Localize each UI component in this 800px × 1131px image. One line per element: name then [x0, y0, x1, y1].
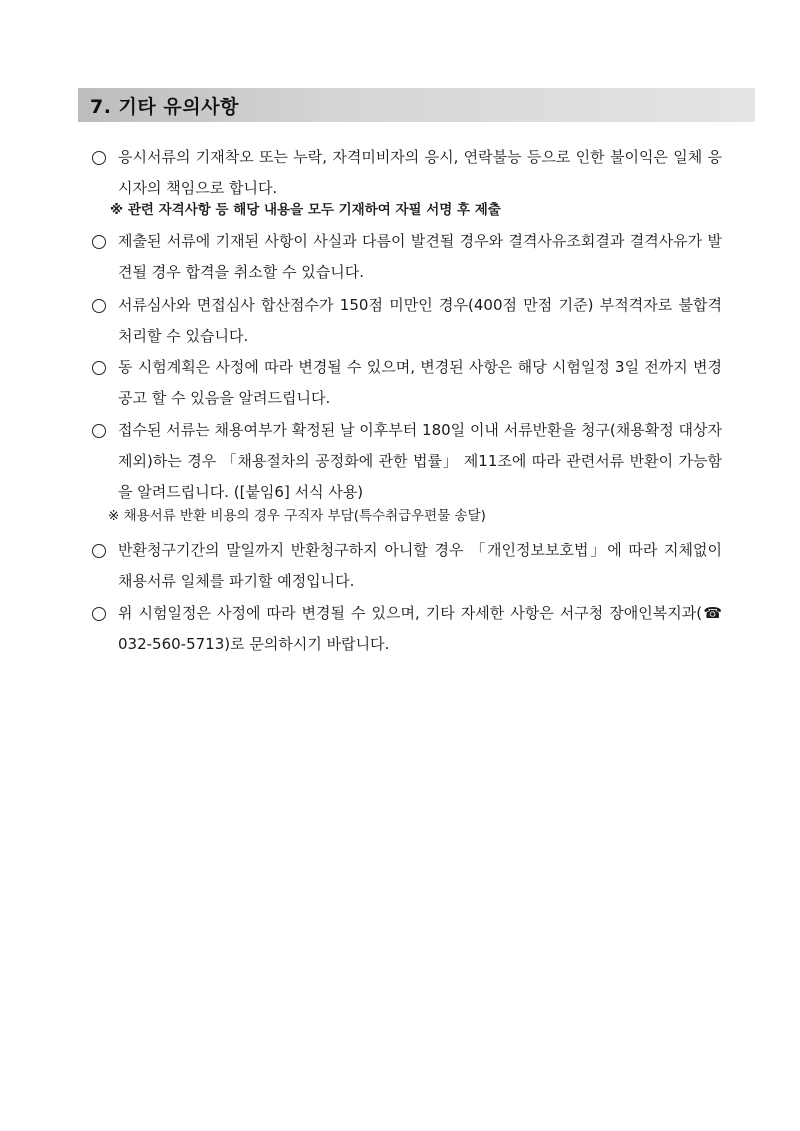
- circle-bullet-icon: [92, 424, 106, 438]
- notice-item-1: [92, 142, 722, 204]
- section-header-bar: [78, 88, 755, 122]
- circle-bullet-icon: [92, 544, 106, 558]
- notice-item-4: [92, 352, 722, 414]
- circle-bullet-icon: [92, 607, 106, 621]
- notice-text: 위 시험일정은 사정에 따라 변경될 수 있으며, 기타 자세한 사항은 서구청 장애인복지과(☎ 032-560-5713)로 문의하시기 바랍니다.: [118, 604, 722, 653]
- notice-item-3: [92, 290, 722, 352]
- circle-bullet-icon: [92, 235, 106, 249]
- notice-text: 동 시험계획은 사정에 따라 변경될 수 있으며, 변경된 사항은 해당 시험일정 3일 전까지 변경공고 할 수 있음을 알려드립니다.: [118, 358, 722, 407]
- notice-text: 접수된 서류는 채용여부가 확정된 날 이후부터 180일 이내 서류반환을 청구(채용확정 대상자 제외)하는 경우 「채용절차의 공정화에 관한 법률」 제11조에 따라 관련서류 반환이 가능함을 알려드립니다. ([붙임6] 서식 사용): [118, 421, 722, 501]
- notice-text: 제출된 서류에 기재된 사항이 사실과 다름이 발견될 경우와 결격사유조회결과 결격사유가 발견될 경우 합격을 취소할 수 있습니다.: [118, 232, 722, 281]
- circle-bullet-icon: [92, 151, 106, 165]
- circle-bullet-icon: [92, 299, 106, 313]
- notice-text: 반환청구기간의 말일까지 반환청구하지 아니할 경우 「개인정보보호법」에 따라 지체없이 채용서류 일체를 파기할 예정입니다.: [118, 541, 722, 590]
- notice-text: 서류심사와 면접심사 합산점수가 150점 미만인 경우(400점 만점 기준) 부적격자로 불합격처리할 수 있습니다.: [118, 296, 722, 345]
- circle-bullet-icon: [92, 361, 106, 375]
- notice-text: 응시서류의 기재착오 또는 누락, 자격미비자의 응시, 연락불능 등으로 인한 불이익은 일체 응시자의 책임으로 합니다.: [118, 148, 722, 197]
- notice-item-5: [92, 415, 722, 508]
- section-title: 7. 기타 유의사항: [90, 96, 239, 118]
- notice-item-7: [92, 598, 722, 660]
- notice-item-6: [92, 535, 722, 597]
- note-signature: ※ 관련 자격사항 등 해당 내용을 모두 기재하여 자필 서명 후 제출: [110, 202, 501, 218]
- note-return-cost: ※ 채용서류 반환 비용의 경우 구직자 부담(특수취급우편물 송달): [108, 508, 486, 524]
- notice-item-2: [92, 226, 722, 288]
